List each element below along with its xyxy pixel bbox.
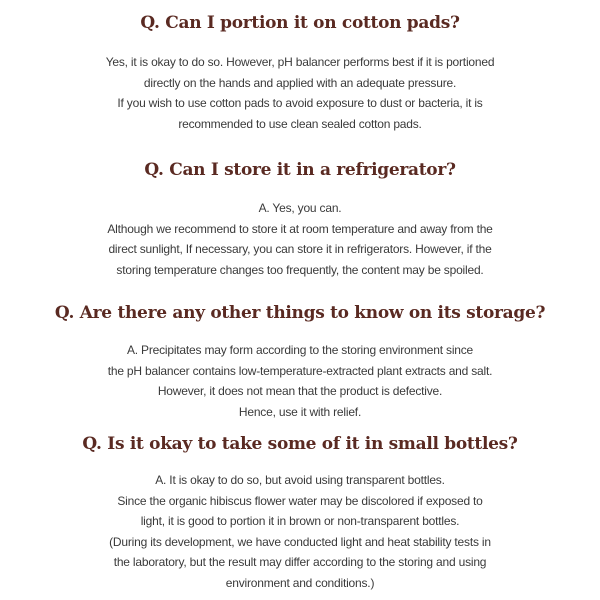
faq-answer-line: Although we recommend to store it at room temperature and away from the [107,221,493,236]
faq-answer-line: direct sunlight, If necessary, you can store it in refrigerators. However, if the [108,242,492,256]
faq-question: Q. Can I portion it on cotton pads? [140,13,460,33]
faq-answer [0,52,600,134]
faq-answer-line: recommended to use clean sealed cotton pads. [178,116,422,131]
faq-answer-line: light, it is good to portion it in brown or non-transparent bottles. [140,514,460,528]
faq-answer-line: A. It is okay to do so, but avoid using transparent bottles. [155,473,445,487]
faq-answer-line: the laboratory, but the result may differ according to the storing and using [113,555,487,569]
faq-answer [0,340,600,422]
faq-answer-line: Hence, use it with relief. [238,404,362,419]
faq-question: Q. Is it okay to take some of it in small bottles? [82,434,518,454]
faq-answer [0,470,600,593]
faq-answer-line: A. Yes, you can. [258,201,342,215]
faq-answer-line: Yes, it is okay to do so. However, pH balancer performs best if it is portioned [105,55,495,69]
faq-question: Q. Can I store it in a refrigerator? [144,160,456,180]
faq-answer-line: A. Precipitates may form according to the storing environment since [126,343,474,357]
faq-answer-line: If you wish to use cotton pads to avoid exposure to dust or bacteria, it is [117,96,483,110]
faq-item-storage [0,302,600,422]
faq-answer [0,198,600,280]
faq-answer-line: However, it does not mean that the product is defective. [157,384,443,398]
faq-item-refrigerator [0,159,600,280]
faq-answer-line: storing temperature changes too frequently, the content may be spoiled. [116,262,484,277]
faq-answer-line: Since the organic hibiscus flower water may be discolored if exposed to [117,493,483,508]
faq-answer-line: the pH balancer contains low-temperature-extracted plant extracts and salt. [107,363,493,378]
faq-answer-line: (During its development, we have conducted light and heat stability tests in [109,534,491,549]
faq-item-cotton-pads [0,12,600,134]
faq-question: Q. Are there any other things to know on its storage? [54,303,546,323]
faq-item-small-bottles [0,433,600,593]
faq-answer-line: environment and conditions.) [225,575,375,590]
faq-answer-line: directly on the hands and applied with an adequate pressure. [143,75,457,90]
